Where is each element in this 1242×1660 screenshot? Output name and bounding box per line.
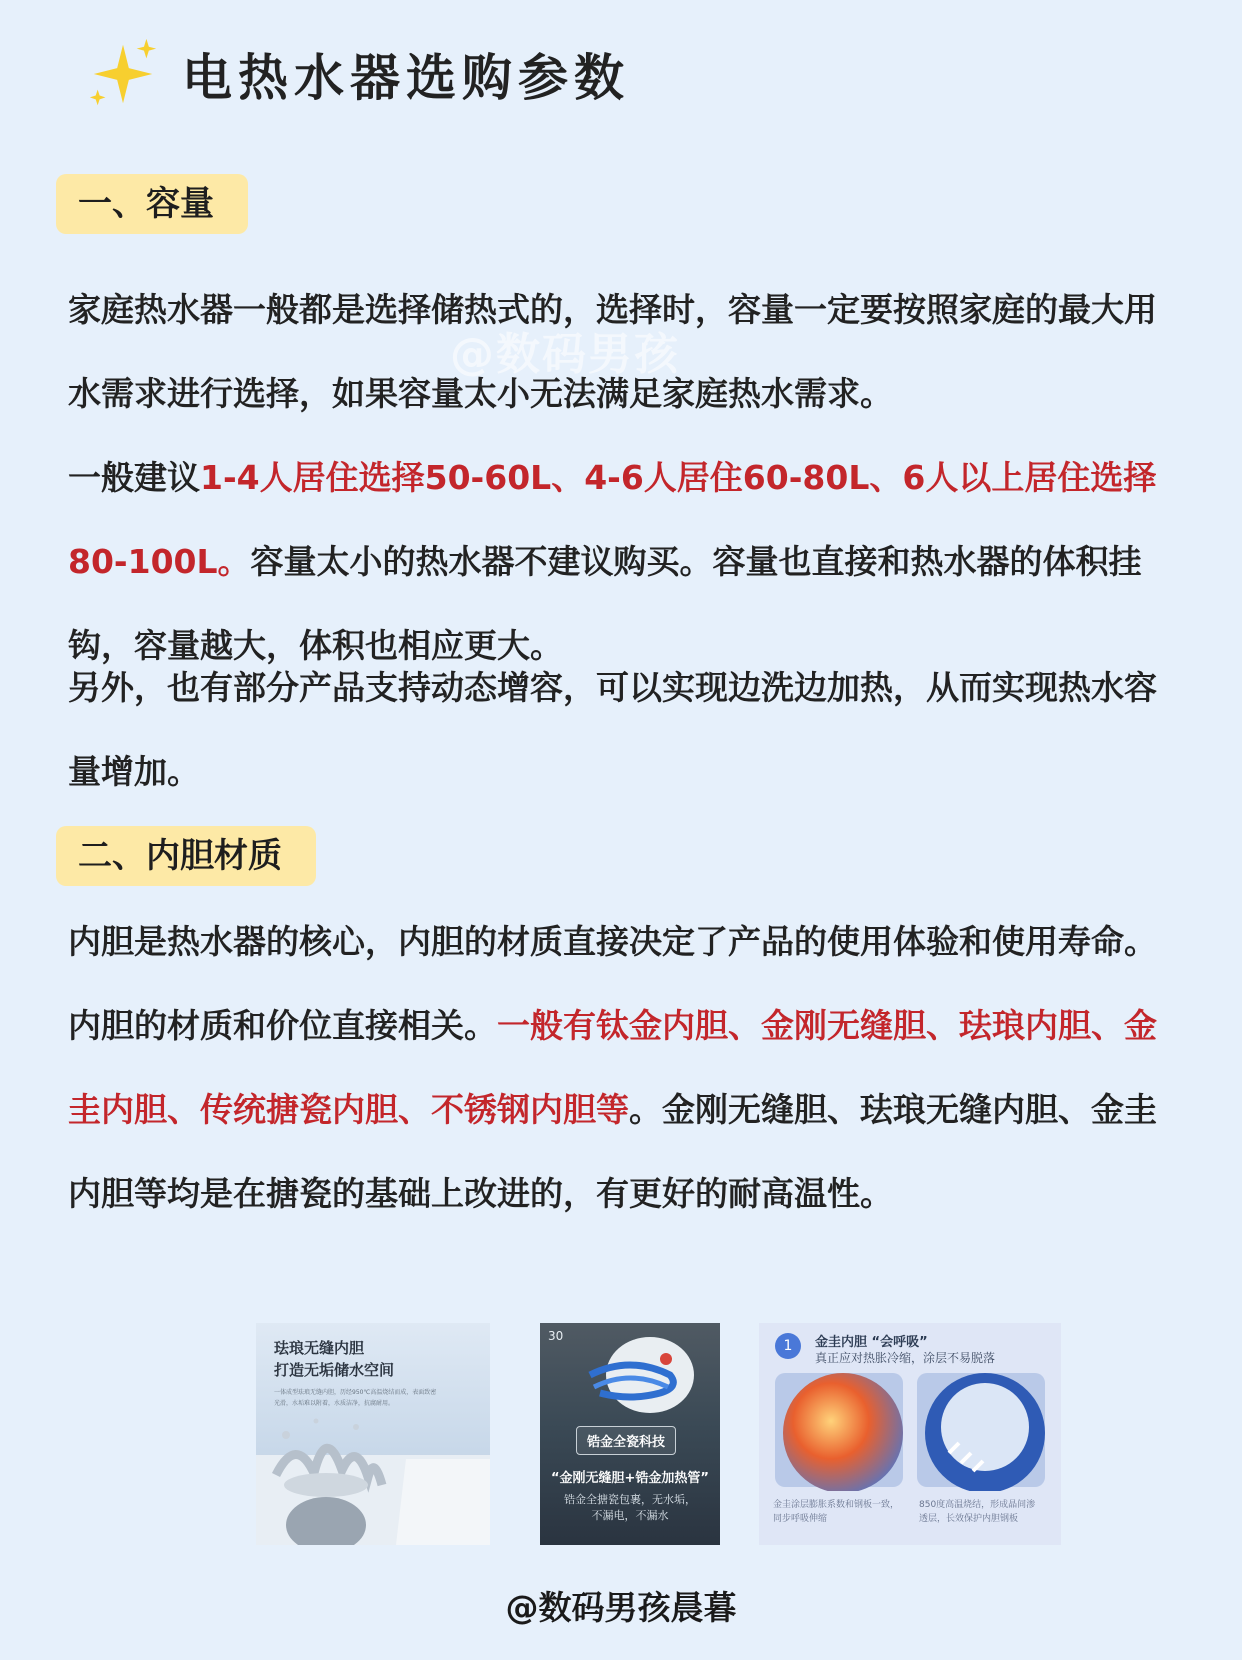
img3-number-badge: 1 <box>775 1333 801 1359</box>
img3-caption-1a: 金圭涂层膨胀系数和钢板一致， <box>773 1500 900 1510</box>
author-footer: @数码男孩晨暮 <box>505 1588 737 1627</box>
img1-caption-1: 一体成型珐琅无缝内胆，历经950℃高温烧结而成，表面致密 <box>274 1389 437 1396</box>
img3-caption-2a: 850度高温烧结，形成晶间渗 <box>919 1500 1036 1510</box>
section-heading-capacity: 一、容量 <box>56 174 248 234</box>
img3-title: 金圭内胆 “会呼吸” <box>815 1335 928 1350</box>
sparkle-icon <box>84 35 162 113</box>
water-splash-icon <box>256 1415 490 1545</box>
img3-caption-1b: 同步呼吸伸缩 <box>773 1514 828 1524</box>
section-heading-liner: 二、内胆材质 <box>56 826 316 886</box>
watermark: @数码男孩 <box>450 329 680 380</box>
zirconium-ceramic-image <box>540 1323 720 1545</box>
liner-cross-section-icon <box>773 1371 1049 1491</box>
heating-tube-icon <box>560 1335 700 1435</box>
img2-line-2: 不漏电，不漏水 <box>591 1509 669 1522</box>
liner-paragraph: 内胆是热水器的核心，内胆的材质直接决定了产品的使用体验和使用寿命。内胆的材质和价位直接相关。一般有钛金内胆、金刚无缝胆、珐琅内胆、金圭内胆、传统搪瓷内胆、不锈钢内胆等。金刚无缝胆、珐琅无缝内胆、金圭内胆等均是在搪瓷的基础上改进的，有更好的耐高温性。 <box>68 922 1157 1213</box>
capacity-recommendation: 1-4人居住选择50-60L、4-6人居住60-80L、6人以上居住选择80-100L。 <box>68 458 1157 581</box>
img1-title: 珐琅无缝内胆 <box>274 1339 365 1357</box>
img2-display: 30 <box>548 1329 564 1343</box>
capacity-paragraph-1: 家庭热水器一般都是选择储热式的，选择时，容量一定要按照家庭的最大用水需求进行选择，如果容量太小无法满足家庭热水需求。 <box>68 290 1157 413</box>
img2-headline: “金刚无缝胆+锆金加热管” <box>551 1471 709 1486</box>
silicon-liner-image <box>759 1323 1061 1545</box>
img1-subtitle: 打造无垢储水空间 <box>274 1361 395 1379</box>
liner-types: 一般有钛金内胆、金刚无缝胆、珐琅内胆、金圭内胆、传统搪瓷内胆、不锈钢内胆等 <box>68 1006 1157 1129</box>
page-title: 电热水器选购参数 <box>182 49 630 107</box>
enamel-liner-image <box>256 1323 490 1545</box>
img3-caption-2b: 透层，长效保护内胆钢板 <box>919 1514 1019 1524</box>
img2-line-1: 锆金全搪瓷包裹，无水垢， <box>564 1493 696 1506</box>
capacity-paragraph-3: 另外，也有部分产品支持动态增容，可以实现边洗边加热，从而实现热水容量增加。 <box>68 668 1157 791</box>
img1-caption-2: 光滑，水垢难以附着，水质洁净，抗腐耐用。 <box>274 1400 395 1407</box>
img2-badge: 锆金全瓷科技 <box>576 1426 676 1455</box>
img3-subtitle: 真正应对热胀冷缩，涂层不易脱落 <box>815 1351 996 1365</box>
capacity-paragraph-2: 一般建议1-4人居住选择50-60L、4-6人居住60-80L、6人以上居住选择80-100L。容量太小的热水器不建议购买。容量也直接和热水器的体积挂钩，容量越大，体积也相应更大。 <box>68 458 1157 665</box>
title-row <box>84 34 630 114</box>
